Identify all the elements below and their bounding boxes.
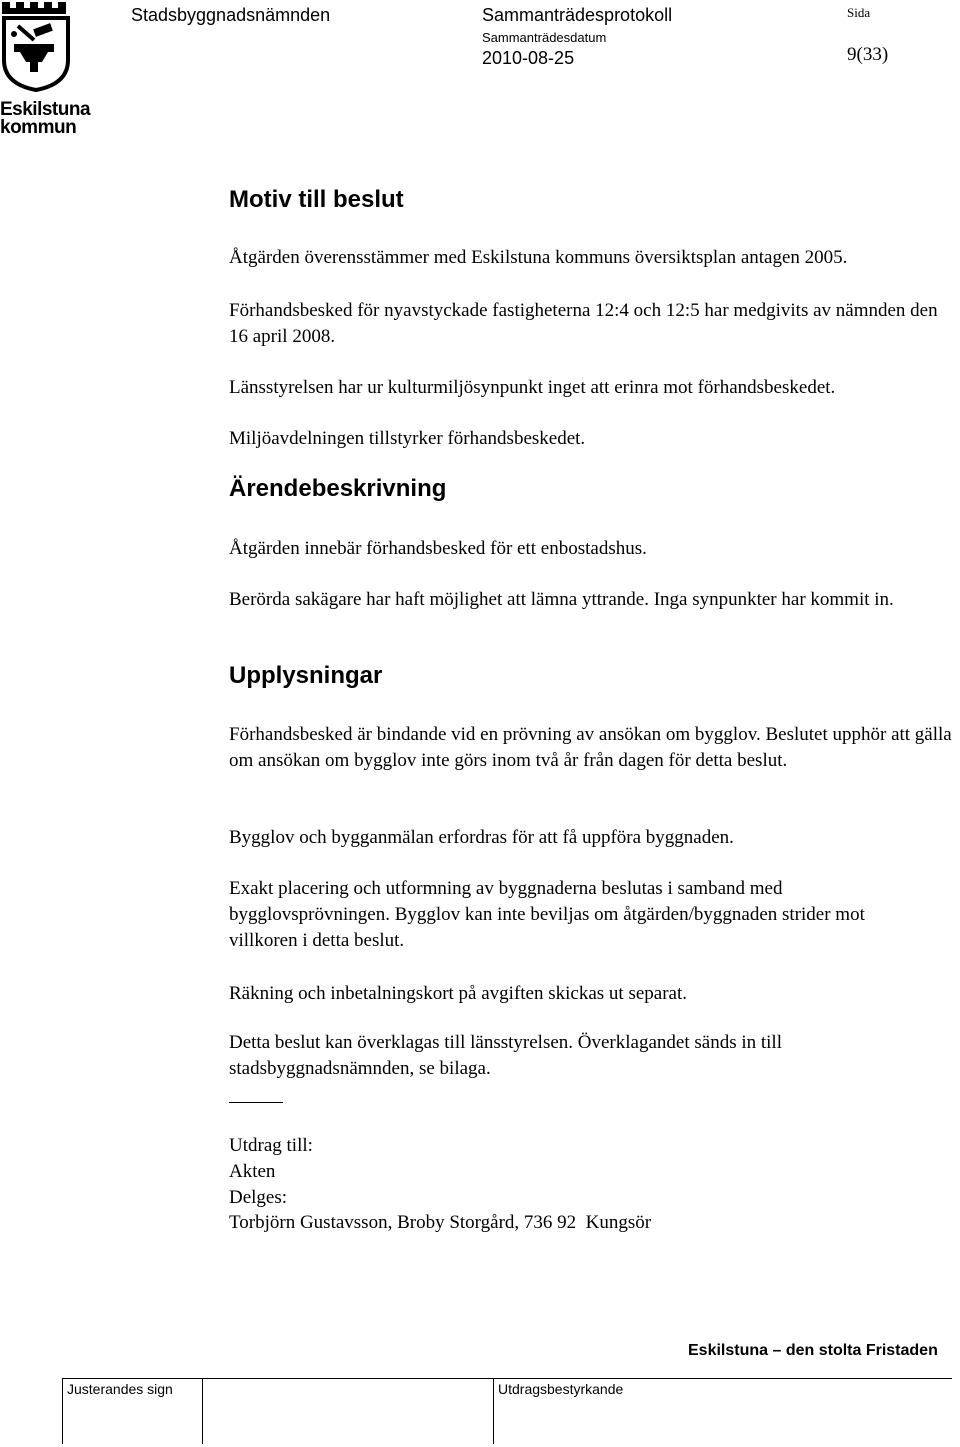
paragraph: Detta beslut kan överklagas till länsstyrelsen. Överklagandet sänds in till stadsbyggnadsnämnden, se bilaga. [229, 1032, 782, 1079]
municipality-tagline: Eskilstuna – den stolta Fristaden [688, 1342, 938, 1359]
document-type: Sammanträdesprotokoll [482, 5, 673, 25]
municipality-logo [0, 0, 91, 140]
paragraph: Förhandsbesked är bindande vid en prövning av ansökan om bygglov. Beslutet upphör att gälla om ansökan om bygglov inte görs inom två år från dagen för detta beslut. [229, 724, 952, 771]
delges-recipient: Torbjörn Gustavsson, Broby Storgård, 736 92 Kungsör [229, 1212, 652, 1233]
utdragsbestyrkande-label: Utdragsbestyrkande [498, 1381, 624, 1397]
meeting-date-label: Sammanträdesdatum [482, 30, 607, 45]
coat-of-arms-icon [0, 0, 72, 92]
paragraph: Berörda sakägare har haft möjlighet att lämna yttrande. Inga synpunkter har kommit in. [229, 589, 894, 610]
footer-divider [202, 1378, 203, 1444]
paragraph: Bygglov och bygganmälan erfordras för att få uppföra byggnaden. [229, 827, 734, 848]
logo-line-1: Eskilstuna [0, 99, 91, 120]
justerandes-sign-label: Justerandes sign [67, 1381, 173, 1397]
paragraph: Åtgärden innebär förhandsbesked för ett enbostadshus. [229, 538, 647, 559]
footer-divider [493, 1378, 494, 1444]
utdrag-label: Utdrag till: [229, 1135, 313, 1156]
paragraph: Åtgärden överensstämmer med Eskilstuna kommuns översiktsplan antagen 2005. [229, 247, 848, 268]
separator-rule [229, 1102, 283, 1103]
committee-name: Stadsbyggnadsnämnden [131, 5, 331, 25]
heading-arendebeskrivning: Ärendebeskrivning [229, 475, 447, 502]
heading-motiv: Motiv till beslut [229, 186, 404, 213]
heading-upplysningar: Upplysningar [229, 662, 383, 689]
paragraph: Exakt placering och utformning av byggnaderna beslutas i samband med bygglovsprövningen. Bygglov kan inte beviljas om åtgärden/byggnaden strider mot villkoren i detta beslut. [229, 878, 865, 951]
paragraph: Länsstyrelsen har ur kulturmiljösynpunkt inget att erinra mot förhandsbeskedet. [229, 377, 836, 398]
delges-label: Delges: [229, 1187, 288, 1208]
paragraph: Miljöavdelningen tillstyrker förhandsbeskedet. [229, 428, 586, 449]
paragraph: Räkning och inbetalningskort på avgiften skickas ut separat. [229, 983, 687, 1004]
paragraph: Förhandsbesked för nyavstyckade fastigheterna 12:4 och 12:5 har medgivits av nämnden den 16 april 2008. [229, 300, 938, 347]
footer-divider [62, 1378, 63, 1444]
page-number: 9(33) [847, 44, 889, 65]
page-label: Sida [847, 5, 871, 20]
logo-line-2: kommun [0, 117, 77, 138]
footer-rule [62, 1378, 952, 1379]
utdrag-recipient: Akten [229, 1161, 276, 1182]
meeting-date: 2010-08-25 [482, 48, 575, 68]
